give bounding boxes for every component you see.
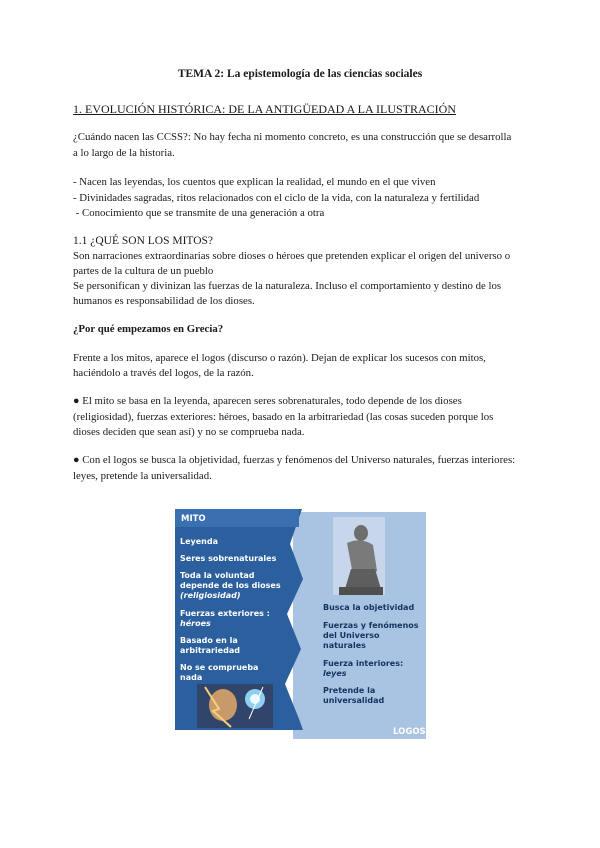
mito-logos-infographic	[175, 509, 426, 739]
logos-item-interiores-2: leyes	[323, 669, 347, 678]
bullet-3: - Conocimiento que se transmite de una generación a otra	[73, 207, 325, 219]
mito-item-leyenda: Leyenda	[180, 537, 218, 546]
logos-item-universalidad-2: universalidad	[323, 696, 385, 705]
grecia-p1-line-1: Frente a los mitos, aparece el logos (discurso o razón). Dejan de explicar los sucesos con mitos,	[73, 352, 486, 364]
mito-item-basado-2: arbitrariedad	[180, 646, 240, 655]
logos-item-fenomenos-2: del Universo	[323, 631, 380, 640]
mito-item-fuerzas-1: Fuerzas exteriores :	[180, 609, 270, 618]
bullet-2: - Divinidades sagradas, ritos relacionados con el ciclo de la vida, con la naturaleza y fertilidad	[73, 192, 480, 204]
mito-item-fuerzas-2: héroes	[180, 619, 211, 628]
logos-item-fenomenos-3: naturales	[323, 641, 366, 650]
logos-item-universalidad-1: Pretende la	[323, 686, 376, 695]
mito-label: MITO	[181, 514, 206, 524]
mito-item-comprueba-2: nada	[180, 673, 203, 682]
mito-item-voluntad-2: depende de los dioses	[180, 581, 281, 590]
logos-item-interiores-1: Fuerza interiores:	[323, 659, 404, 668]
mito-item-basado-1: Basado en la	[180, 636, 238, 645]
logos-label: LOGOS	[393, 727, 426, 737]
thinker-statue-image	[333, 517, 385, 595]
grecia-heading: ¿Por qué empezamos en Grecia?	[73, 323, 224, 335]
grecia-p2-line-3: dioses deciden que sean así) y no se comprueba nada.	[73, 426, 305, 438]
page-title: TEMA 2: La epistemología de las ciencias sociales	[177, 68, 423, 80]
mito-item-voluntad-1: Toda la voluntad	[180, 571, 255, 580]
grecia-p3-line-2: leyes, pretende la universalidad.	[73, 470, 212, 482]
grecia-p2-line-2: (religiosidad), fuerzas exteriores: héroes, basado en la arbitrariedad (las cosas suceden porque los	[73, 411, 494, 423]
grecia-p3-line-1: ● Con el logos se busca la objetividad, fuerzas y fenómenos del Universo naturales, fuerzas interiores:	[73, 454, 516, 466]
grecia-p2-line-1: ● El mito se basa en la leyenda, aparecen seres sobrenaturales, todo depende de los dioses	[73, 395, 462, 407]
mitos-p1-line-2: partes de la cultura de un pueblo	[73, 265, 214, 277]
mito-item-voluntad-3: (religiosidad)	[180, 591, 241, 600]
mitos-p2-line-1: Se personifican y divinizan las fuerzas de la naturaleza. Incluso el comportamiento y destino de los	[73, 280, 502, 292]
mito-item-seres: Seres sobrenaturales	[180, 554, 277, 563]
logos-item-fenomenos-1: Fuerzas y fenómenos	[323, 621, 419, 630]
mito-item-comprueba-1: No se comprueba	[180, 663, 259, 672]
section-heading-1: 1. EVOLUCIÓN HISTÓRICA: DE LA ANTIGÜEDAD A LA ILUSTRACIÓN	[73, 102, 456, 116]
zeus-lightning-image	[197, 684, 273, 728]
intro-line-1: ¿Cuándo nacen las CCSS?: No hay fecha ni momento concreto, es una construcción que se desarrolla	[73, 131, 512, 143]
intro-line-2: a lo largo de la historia.	[73, 147, 175, 159]
grecia-p1-line-2: haciéndolo a través del logos, de la razón.	[73, 367, 254, 379]
logos-item-objetividad: Busca la objetividad	[323, 603, 415, 612]
bullet-1: - Nacen las leyendas, los cuentos que explican la realidad, el mundo en el que viven	[73, 176, 436, 188]
mitos-p1-line-1: Son narraciones extraordinarias sobre dioses o héroes que pretenden explicar el origen del universo o	[73, 250, 511, 262]
mitos-p2-line-2: humanos es responsabilidad de los dioses.	[73, 295, 255, 307]
section-heading-1-1: 1.1 ¿QUÉ SON LOS MITOS?	[73, 235, 214, 247]
